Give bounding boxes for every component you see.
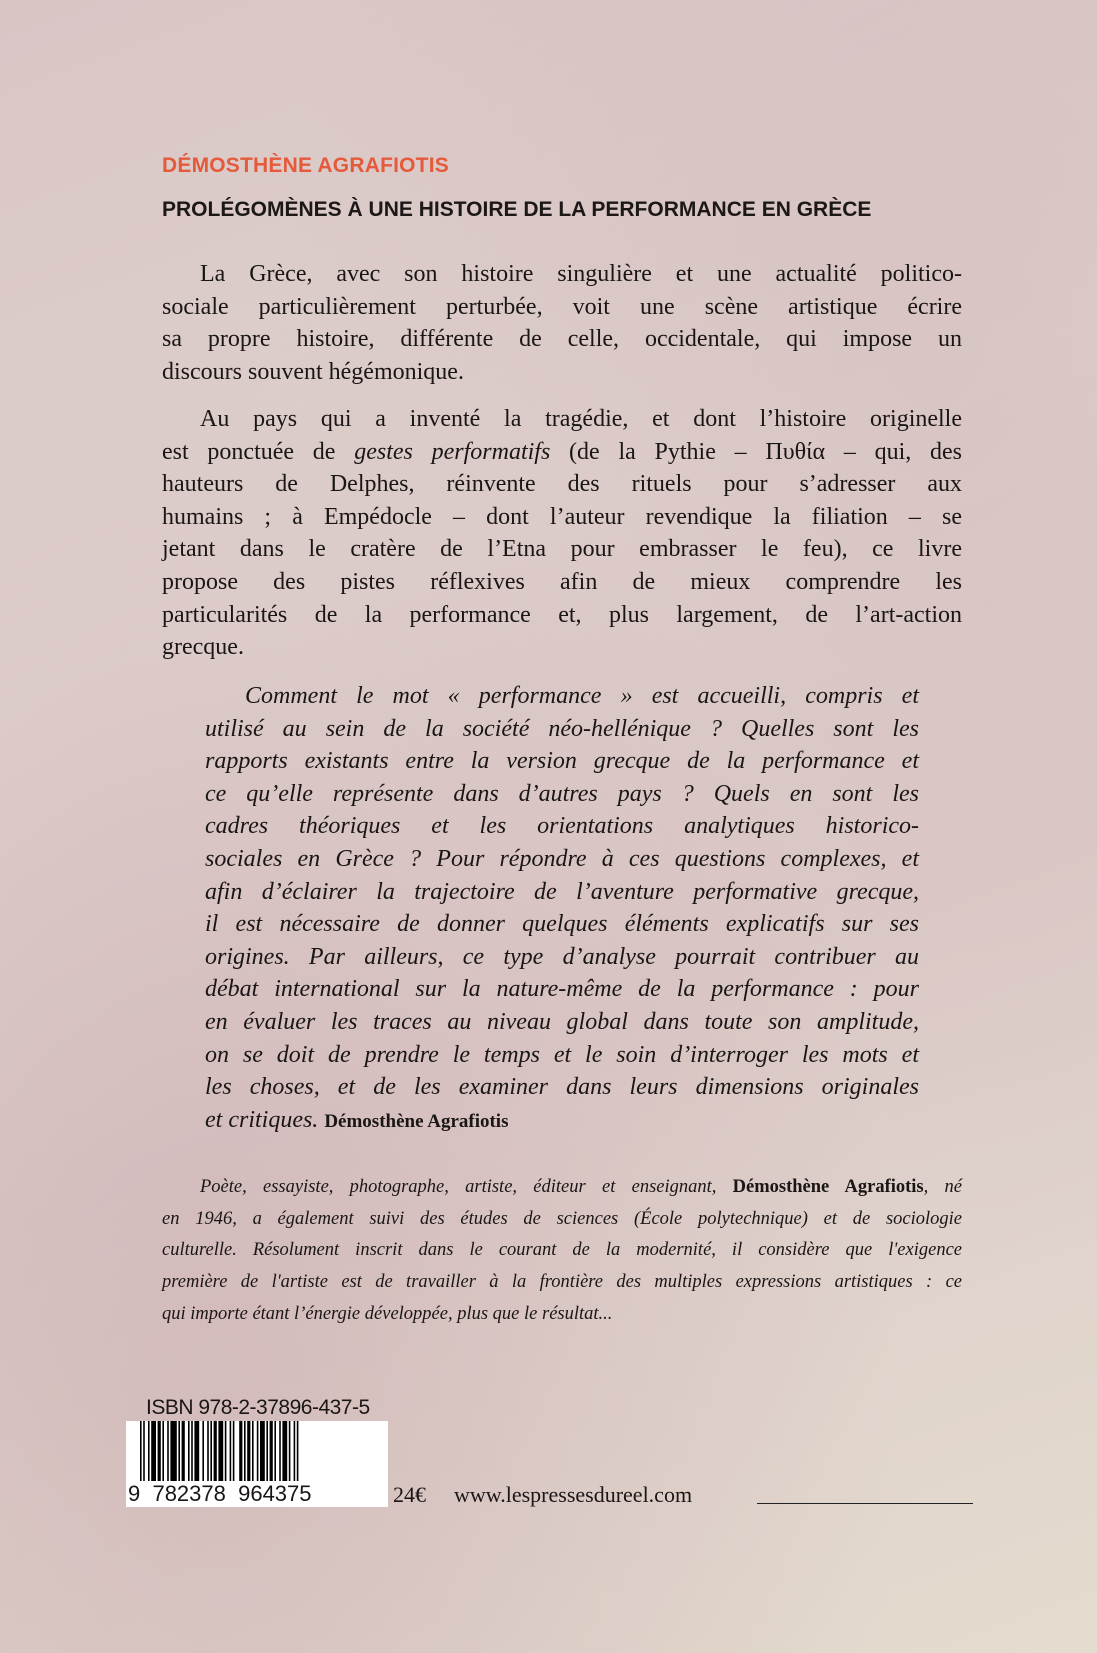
barcode-bar <box>274 1421 276 1483</box>
text-line: en évaluer les traces au niveau global dans toute son amplitude, <box>205 1008 919 1035</box>
bold-name: Démosthène Agrafiotis <box>732 1177 924 1197</box>
barcode-bar <box>257 1421 259 1483</box>
text-line: en 1946, a également suivi des études de sciences (École polytechnique) et de sociologie <box>162 1208 962 1229</box>
barcode-bar <box>182 1421 185 1483</box>
barcode-bar <box>244 1421 246 1483</box>
text-line: hauteurs de Delphes, réinvente des rituels pour s’adresser aux <box>162 471 962 498</box>
text-line: ce qu’elle représente dans d’autres pays ? Quels en sont les <box>205 780 919 807</box>
text-line: on se doit de prendre le temps et le soin d’interroger les mots et <box>205 1041 919 1068</box>
barcode-bar <box>188 1421 190 1483</box>
text-line: particularités de la performance et, plus largement, de l’art-action <box>162 601 962 628</box>
text: et critiques. <box>205 1106 319 1133</box>
barcode-bar <box>148 1421 150 1483</box>
barcode-bar <box>170 1421 176 1483</box>
author-bio <box>162 1172 962 1331</box>
text: Poète, essayiste, photographe, artiste, éditeur et enseignant, <box>200 1177 733 1197</box>
barcode-bar <box>210 1421 212 1483</box>
text-line: discours souvent hégémonique. <box>162 358 464 385</box>
text-line: il est nécessaire de donner quelques éléments explicatifs sur ses <box>205 911 919 938</box>
text-line: utilisé au sein de la société néo-hellénique ? Quelles sont les <box>205 715 919 742</box>
barcode-bar <box>140 1421 142 1483</box>
barcode-bar <box>233 1421 235 1483</box>
intro-paragraph <box>162 258 962 388</box>
barcode-bar <box>297 1421 299 1483</box>
text-line: sa propre histoire, différente de celle, occidentale, qui impose un <box>162 326 962 353</box>
barcode-bar <box>214 1421 217 1483</box>
text-line: sociales en Grèce ? Pour répondre à ces questions complexes, et <box>205 845 919 872</box>
text-line <box>162 436 962 469</box>
barcode-digits <box>126 1481 388 1507</box>
description-paragraph <box>162 403 962 664</box>
isbn-label: ISBN 978-2-37896-437-5 <box>146 1396 370 1419</box>
text-line: sociale particulièrement perturbée, voit une scène artistique écrire <box>162 293 962 320</box>
text-line: culturelle. Résolument inscrit dans le courant de la modernité, il considère que l'exigence <box>162 1240 962 1261</box>
barcode-bar <box>218 1421 223 1483</box>
text-line <box>162 1172 962 1204</box>
text-line: La Grèce, avec son histoire singulière et une actualité politico- <box>200 261 962 287</box>
barcode-bar <box>178 1421 180 1483</box>
barcode-bar <box>252 1421 254 1483</box>
author-name: DÉMOSTHÈNE AGRAFIOTIS <box>162 154 449 177</box>
text: est ponctuée de <box>162 438 355 465</box>
quote-signature: Démosthène Agrafiotis <box>324 1110 509 1132</box>
barcode-bar <box>289 1421 291 1483</box>
barcode-bar <box>282 1421 287 1483</box>
barcode-bar <box>191 1421 193 1483</box>
text-line: débat international sur la nature-même de la performance : pour <box>205 976 919 1003</box>
barcode-bar <box>247 1421 250 1483</box>
text-line: afin d’éclairer la trajectoire de l’aventure performative grecque, <box>205 878 919 905</box>
text-line: jetant dans le cratère de l’Etna pour embrasser le feu), ce livre <box>162 536 962 563</box>
publisher-website[interactable]: www.lespressesdureel.com <box>454 1482 693 1507</box>
text: (de la Pythie – Πυθία – qui, des <box>550 438 963 465</box>
barcode-bar <box>294 1421 296 1483</box>
text-line: grecque. <box>162 634 244 661</box>
barcode-bar <box>151 1421 156 1483</box>
text-line: origines. Par ailleurs, ce type d’analyse pourrait contribuer au <box>205 943 919 970</box>
text-line: rapports existants entre la version grecque de la performance et <box>205 748 919 775</box>
barcode-bar <box>158 1421 161 1483</box>
barcode-bar <box>225 1421 227 1483</box>
barcode-bar <box>230 1421 232 1483</box>
text-line: humains ; à Empédocle – dont l’auteur revendique la filiation – se <box>162 503 962 530</box>
barcode-bars <box>126 1421 388 1483</box>
author-quote <box>205 680 919 1138</box>
text-line: Au pays qui a inventé la tragédie, et dont l’histoire originelle <box>200 406 962 432</box>
barcode-bar <box>266 1421 268 1483</box>
barcode-number: 9 782378 964375 <box>128 1481 312 1506</box>
barcode-bar <box>207 1421 209 1483</box>
text-line: cadres théoriques et les orientations analytiques historico- <box>205 813 919 840</box>
barcode-bar <box>202 1421 204 1483</box>
italic-text: gestes performatifs <box>354 438 551 465</box>
book-title: PROLÉGOMÈNES À UNE HISTOIRE DE LA PERFORMANCE EN GRÈCE <box>162 198 872 221</box>
barcode-bar <box>239 1421 242 1483</box>
text-line: première de l'artiste est de travailler à la frontière des multiples expressions artistiques : ce <box>162 1272 962 1293</box>
barcode-bar <box>260 1421 265 1483</box>
barcode-bar <box>162 1421 164 1483</box>
text-line: Comment le mot « performance » est accueilli, compris et <box>245 683 919 709</box>
text: , né <box>923 1177 962 1197</box>
text-line: propose des pistes réflexives afin de mieux comprendre les <box>162 568 962 595</box>
text-line: les choses, et de les examiner dans leurs dimensions originales <box>205 1074 919 1101</box>
price: 24€ <box>393 1482 426 1507</box>
barcode-bar <box>270 1421 273 1483</box>
text-line <box>205 1104 919 1139</box>
barcode-bar <box>143 1421 145 1483</box>
barcode-bar <box>167 1421 169 1483</box>
barcode-bar <box>279 1421 281 1483</box>
divider-line <box>757 1503 973 1504</box>
text-line: qui importe étant l’énergie développée, plus que le résultat... <box>162 1303 613 1324</box>
barcode-bar <box>194 1421 199 1483</box>
